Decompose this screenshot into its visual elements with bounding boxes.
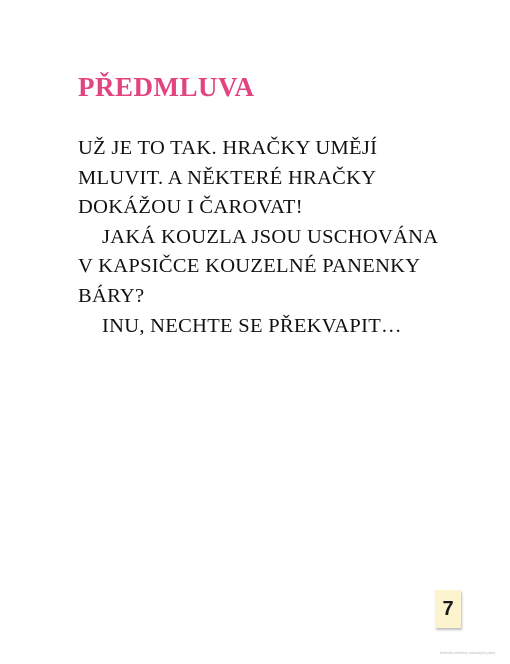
text-line: INU, NECHTE SE PŘEKVAPIT… — [102, 314, 402, 337]
copyright-note: Materiál chráněný autorskými právy — [440, 651, 496, 655]
text-line: V KAPSIČCE KOUZELNÉ PANENKY — [78, 255, 421, 278]
text-line: MLUVIT. A NĚKTERÉ HRAČKY — [78, 166, 377, 189]
text-line: UŽ JE TO TAK. HRAČKY UMĚJÍ — [78, 137, 378, 159]
text-line: DOKÁŽOU I ČAROVAT! — [78, 196, 303, 219]
chapter-heading: PŘEDMLUVA — [78, 72, 255, 102]
page-number-badge: 7 — [435, 590, 461, 628]
text-line: JAKÁ KOUZLA JSOU USCHOVÁNA — [102, 225, 439, 248]
text-line: BÁRY? — [78, 284, 145, 307]
preface-text — [78, 134, 478, 341]
